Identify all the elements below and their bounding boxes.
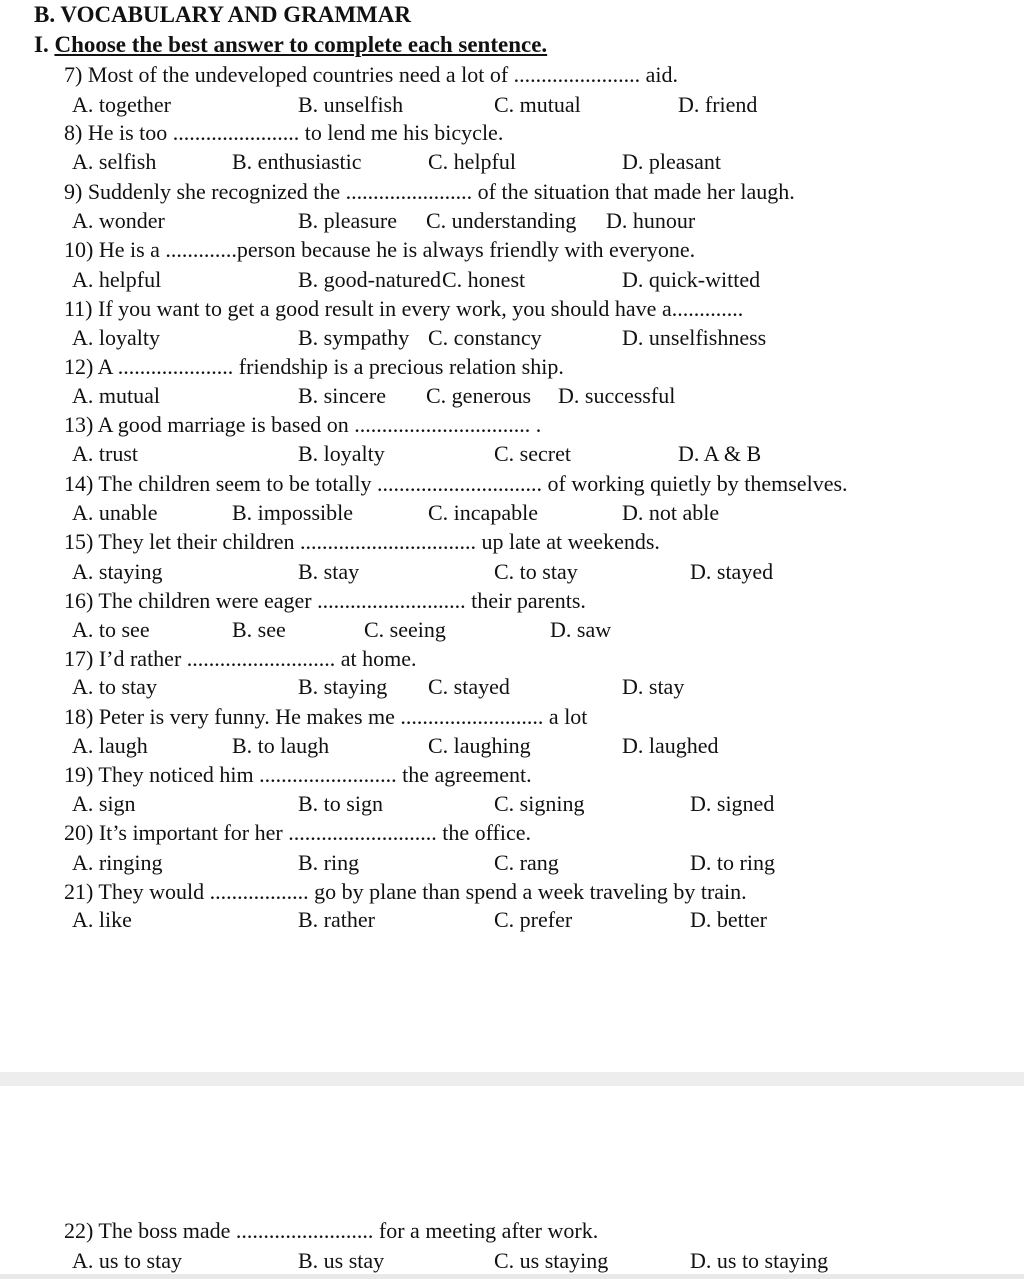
option-b[interactable]: B. sincere [298, 383, 386, 408]
option-a[interactable]: A. mutual [72, 383, 160, 408]
part-number: I. [34, 32, 49, 57]
question-18-options [0, 733, 1024, 761]
option-d[interactable]: D. us to staying [690, 1248, 829, 1273]
option-a[interactable]: A. wonder [72, 208, 165, 233]
question-20-options [0, 850, 1024, 878]
option-c[interactable]: C. helpful [428, 149, 516, 174]
option-d[interactable]: D. unselfishness [622, 325, 767, 350]
option-b[interactable]: B. to laugh [232, 733, 330, 758]
option-b[interactable]: B. loyalty [298, 441, 385, 466]
question-19-options [0, 791, 1024, 819]
option-a[interactable]: A. selfish [72, 149, 157, 174]
question-9: 9) Suddenly she recognized the ....................... of the situation that made her laugh. [64, 179, 795, 204]
option-a[interactable]: A. trust [72, 441, 138, 466]
option-d[interactable]: D. signed [690, 791, 775, 816]
option-c[interactable]: C. honest [442, 267, 526, 292]
question-14: 14) The children seem to be totally .............................. of working quietly by themselves. [64, 471, 848, 496]
option-b[interactable]: B. see [232, 617, 286, 642]
question-16: 16) The children were eager ........................... their parents. [64, 588, 586, 613]
question-10: 10) He is a .............person because he is always friendly with everyone. [64, 237, 696, 262]
option-d[interactable]: D. better [690, 907, 767, 932]
option-d[interactable]: D. stay [622, 674, 685, 699]
option-a[interactable]: A. unable [72, 500, 158, 525]
option-c[interactable]: C. mutual [494, 92, 581, 117]
option-d[interactable]: D. hunour [606, 208, 696, 233]
part-instruction: Choose the best answer to complete each sentence. [54, 32, 548, 57]
option-c[interactable]: C. laughing [428, 733, 531, 758]
option-d[interactable]: D. to ring [690, 850, 775, 875]
question-7-options [0, 92, 1024, 120]
question-11-options [0, 325, 1024, 353]
option-d[interactable]: D. laughed [622, 733, 719, 758]
question-12: 12) A ..................... friendship is a precious relation ship. [64, 354, 564, 379]
option-c[interactable]: C. seeing [364, 617, 446, 642]
option-a[interactable]: A. to stay [72, 674, 157, 699]
option-b[interactable]: B. enthusiastic [232, 149, 362, 174]
question-13: 13) A good marriage is based on ................................ . [64, 412, 542, 437]
option-c[interactable]: C. signing [494, 791, 585, 816]
option-c[interactable]: C. understanding [426, 208, 577, 233]
question-15-options [0, 559, 1024, 587]
question-17: 17) I’d rather ........................... at home. [64, 646, 417, 671]
option-c[interactable]: C. constancy [428, 325, 542, 350]
option-a[interactable]: A. sign [72, 791, 136, 816]
question-21-options [0, 907, 1024, 935]
option-a[interactable]: A. laugh [72, 733, 148, 758]
option-d[interactable]: D. successful [558, 383, 676, 408]
option-b[interactable]: B. good-natured [298, 267, 441, 292]
question-10-options [0, 267, 1024, 295]
question-14-options [0, 500, 1024, 528]
question-18: 18) Peter is very funny. He makes me .......................... a lot [64, 704, 588, 729]
option-c[interactable]: C. prefer [494, 907, 573, 932]
option-a[interactable]: A. ringing [72, 850, 163, 875]
option-b[interactable]: B. ring [298, 850, 360, 875]
option-b[interactable]: B. unselfish [298, 92, 404, 117]
option-b[interactable]: B. rather [298, 907, 375, 932]
question-22-options [0, 1248, 1024, 1276]
option-c[interactable]: C. stayed [428, 674, 510, 699]
option-a[interactable]: A. to see [72, 617, 150, 642]
question-9-options [0, 208, 1024, 236]
question-21: 21) They would .................. go by plane than spend a week traveling by train. [64, 879, 747, 904]
question-17-options [0, 674, 1024, 702]
option-a[interactable]: A. staying [72, 559, 163, 584]
question-19: 19) They noticed him ......................... the agreement. [64, 762, 532, 787]
option-b[interactable]: B. to sign [298, 791, 383, 816]
option-c[interactable]: C. incapable [428, 500, 538, 525]
part-title [34, 32, 547, 58]
option-c[interactable]: C. us staying [494, 1248, 609, 1273]
option-a[interactable]: A. loyalty [72, 325, 160, 350]
question-8-options [0, 149, 1024, 177]
option-b[interactable]: B. stay [298, 559, 360, 584]
option-d[interactable]: D. saw [550, 617, 612, 642]
option-d[interactable]: D. not able [622, 500, 720, 525]
question-22: 22) The boss made ......................... for a meeting after work. [64, 1218, 599, 1243]
question-12-options [0, 383, 1024, 411]
option-a[interactable]: A. together [72, 92, 171, 117]
option-a[interactable]: A. like [72, 907, 132, 932]
option-a[interactable]: A. helpful [72, 267, 162, 292]
option-b[interactable]: B. us stay [298, 1248, 385, 1273]
option-c[interactable]: C. secret [494, 441, 571, 466]
option-c[interactable]: C. generous [426, 383, 532, 408]
question-15: 15) They let their children ................................ up late at weekends. [64, 529, 660, 554]
question-16-options [0, 617, 1024, 645]
question-8: 8) He is too ....................... to lend me his bicycle. [64, 120, 504, 145]
option-b[interactable]: B. impossible [232, 500, 354, 525]
option-d[interactable]: D. pleasant [622, 149, 721, 174]
option-d[interactable]: D. A & B [678, 441, 762, 466]
section-title: B. VOCABULARY AND GRAMMAR [34, 2, 411, 27]
option-b[interactable]: B. sympathy [298, 325, 410, 350]
option-d[interactable]: D. quick-witted [622, 267, 761, 292]
option-d[interactable]: D. friend [678, 92, 758, 117]
question-13-options [0, 441, 1024, 469]
question-11: 11) If you want to get a good result in every work, you should have a............. [64, 296, 744, 321]
option-b[interactable]: B. staying [298, 674, 388, 699]
page-divider [0, 1072, 1024, 1086]
option-c[interactable]: C. to stay [494, 559, 578, 584]
question-7: 7) Most of the undeveloped countries need a lot of ....................... aid. [64, 62, 679, 87]
option-c[interactable]: C. rang [494, 850, 559, 875]
bottom-edge [0, 1274, 1024, 1279]
question-20: 20) It’s important for her ........................... the office. [64, 820, 531, 845]
option-d[interactable]: D. stayed [690, 559, 774, 584]
option-a[interactable]: A. us to stay [72, 1248, 182, 1273]
option-b[interactable]: B. pleasure [298, 208, 397, 233]
